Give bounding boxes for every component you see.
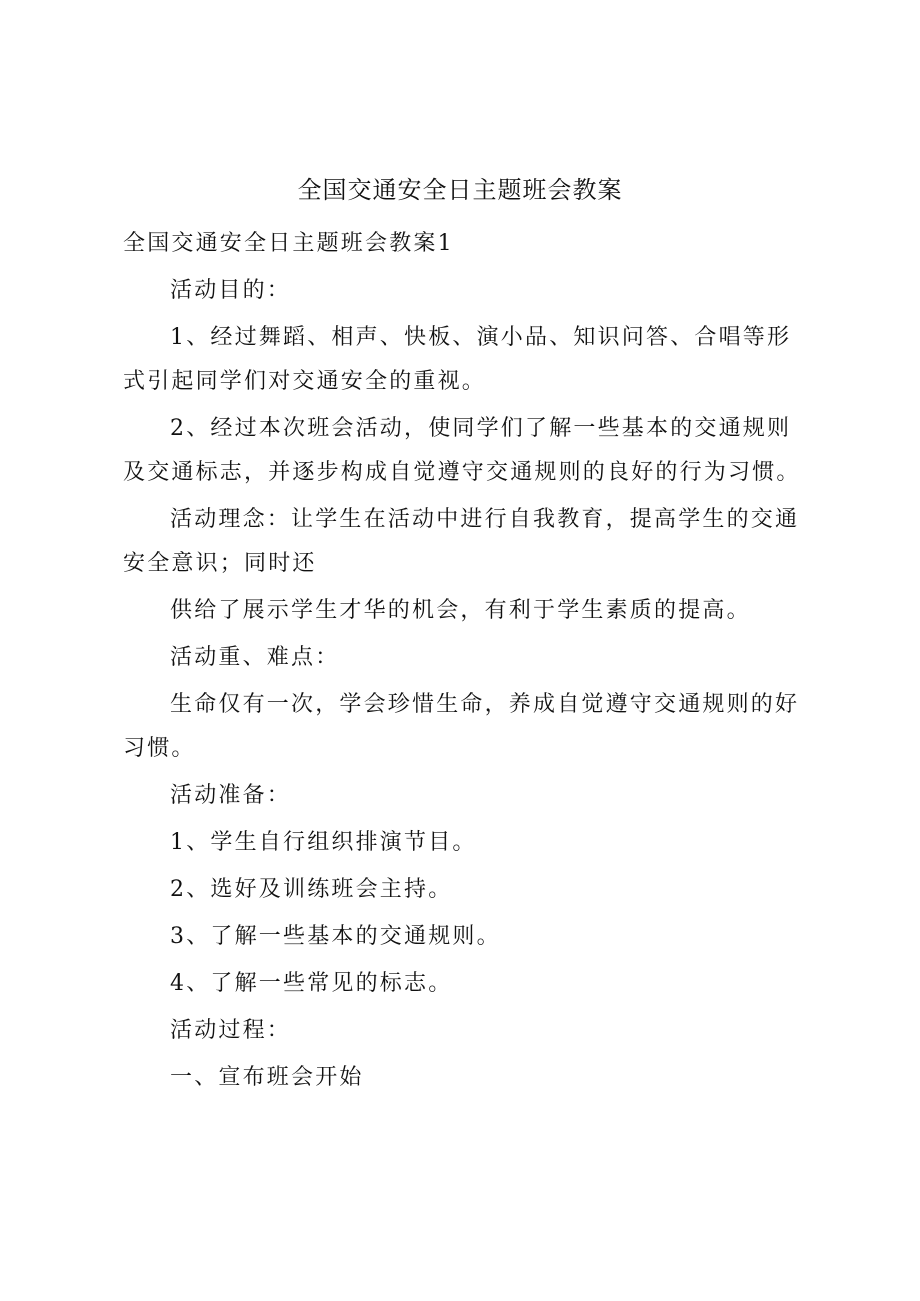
paragraph: 4、了解一些常见的标志。 bbox=[170, 971, 453, 996]
paragraph: 活动理念：让学生在活动中进行自我教育，提高学生的交通安全意识；同时还 bbox=[123, 507, 800, 576]
paragraph: 活动重、难点： bbox=[170, 645, 340, 670]
paragraph: 2、经过本次班会活动，使同学们了解一些基本的交通规则及交通标志，并逐步构成自觉遵守交通规则的良好的行为习惯。 bbox=[123, 416, 801, 485]
paragraph: 1、经过舞蹈、相声、快板、演小品、知识问答、合唱等形式引起同学们对交通安全的重视。 bbox=[123, 325, 792, 394]
paragraph: 2、选好及训练班会主持。 bbox=[170, 877, 453, 902]
paragraph: 1、学生自行组织排演节目。 bbox=[170, 830, 477, 855]
paragraph: 3、了解一些基本的交通规则。 bbox=[170, 924, 501, 949]
paragraph: 供给了展示学生才华的机会，有利于学生素质的提高。 bbox=[170, 598, 751, 623]
paragraph: 一、宣布班会开始 bbox=[170, 1065, 364, 1090]
paragraph: 活动目的： bbox=[170, 278, 292, 303]
section-heading: 全国交通安全日主题班会教案1 bbox=[123, 231, 454, 256]
document-title: 全国交通安全日主题班会教案 bbox=[297, 176, 623, 204]
paragraph: 生命仅有一次，学会珍惜生命，养成自觉遵守交通规则的好习惯。 bbox=[123, 692, 800, 761]
paragraph: 活动过程： bbox=[170, 1018, 292, 1043]
paragraph: 活动准备： bbox=[170, 783, 292, 808]
document-body bbox=[123, 222, 813, 1103]
